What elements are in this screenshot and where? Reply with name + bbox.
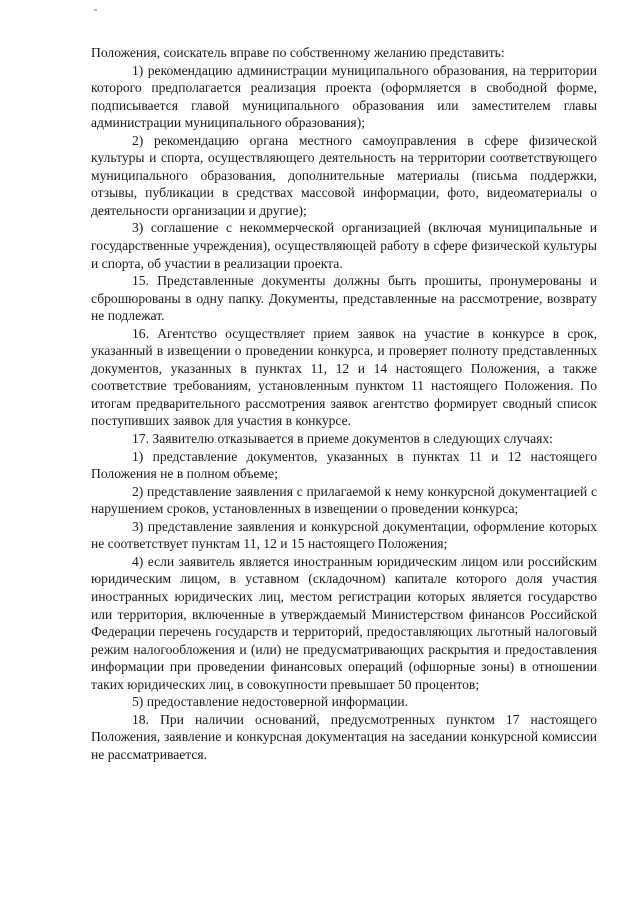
paragraph-refusal-3: 3) представление заявления и конкурсной документации, оформление которых не соответствует пунктам 11, 12 и 15 настоящего Положения; bbox=[91, 518, 597, 552]
scan-artifact bbox=[94, 9, 97, 11]
paragraph-clause-16: 16. Агентство осуществляет прием заявок на участие в конкурсе в срок, указанный в извещении о проведении конкурса, и проверяет полноту представленных документов, указанных в пунктах 11, 12 и 14 настоящего Положения, а также соответствие требованиям, установленным пунктом 11 настоящего Положения. По итогам предварительного рассмотрения заявок агентство формирует сводный список поступивших заявок для участия в конкурсе. bbox=[91, 325, 597, 429]
paragraph-refusal-1: 1) представление документов, указанных в пунктах 11 и 12 настоящего Положения не в полном объеме; bbox=[91, 448, 597, 482]
paragraph-intro: Положения, соискатель вправе по собственному желанию представить: bbox=[91, 45, 505, 60]
paragraph-clause-18: 18. При наличии оснований, предусмотренных пунктом 17 настоящего Положения, заявление и конкурсная документация на заседании конкурсной комиссии не рассматривается. bbox=[91, 711, 597, 762]
paragraph-clause-17: 17. Заявителю отказывается в приеме документов в следующих случаях: bbox=[132, 431, 553, 447]
paragraph-refusal-5: 5) предоставление недостоверной информации. bbox=[132, 694, 409, 710]
paragraph-item-3: 3) соглашение с некоммерческой организацией (включая муниципальные и государственные учреждения), осуществляющей работу в сфере физической культуры и спорта, об участии в реализации проекта. bbox=[91, 220, 597, 271]
paragraph-item-2: 2) рекомендацию органа местного самоуправления в сфере физической культуры и спорта, осуществляющего деятельность на территории соответствующего муниципального образования, дополнительные материалы (письма поддержки, отзывы, публикации в средствах массовой информации, фото, видеоматериалы о деятельности организации и другие); bbox=[91, 132, 597, 218]
paragraph-refusal-2: 2) представление заявления с прилагаемой к нему конкурсной документацией с нарушением сроков, установленных в извещении о проведении конкурса; bbox=[91, 483, 597, 517]
paragraph-item-1: 1) рекомендацию администрации муниципального образования, на территории которого предполагается реализация проекта (оформляется в свободной форме, подписывается главой муниципального образования или заместителем главы администрации муниципального образования); bbox=[91, 62, 597, 131]
paragraph-clause-15: 15. Представленные документы должны быть прошиты, пронумерованы и сброшюрованы в одну папку. Документы, представленные на рассмотрение, возврату не подлежат. bbox=[91, 273, 597, 324]
paragraph-refusal-4: 4) если заявитель является иностранным юридическим лицом или российским юридическим лицом, в уставном (складочном) капитале которого доля участия иностранных юридических лиц, местом регистрации которых является государство или территория, включенные в утверждаемый Министерством финансов Российской Федерации перечень государств и территорий, предоставляющих льготный налоговый режим налогообложения и (или) не предусматривающих раскрытия и предоставления информации при проведении финансовых операций (офшорные зоны) в отношении таких юридических лиц, в совокупности превышает 50 процентов; bbox=[91, 553, 597, 692]
document-page bbox=[91, 44, 597, 763]
